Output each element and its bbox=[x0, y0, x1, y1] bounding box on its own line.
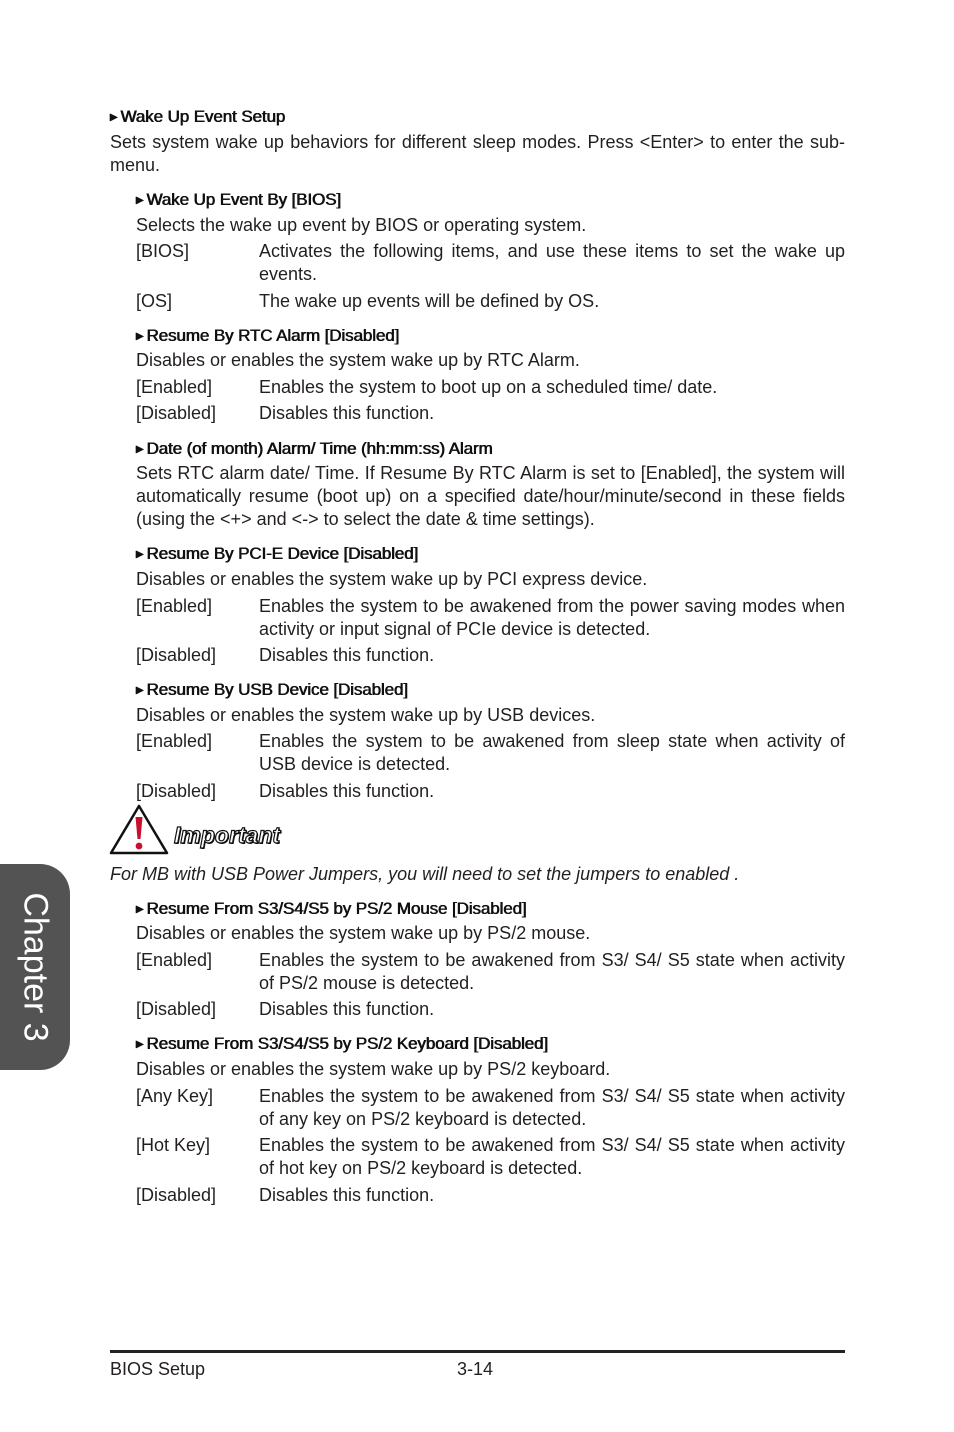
section-desc: Disables or enables the system wake up by PS/2 mouse. bbox=[136, 923, 591, 943]
option-key: [Any Key] bbox=[136, 1086, 214, 1106]
option-desc: Enables the system to be awakened from S3/ S4/ S5 state when activity of PS/2 mouse is detected. bbox=[259, 950, 845, 993]
footer-section-name: BIOS Setup bbox=[110, 1359, 206, 1379]
option-desc: Disables this function. bbox=[259, 999, 435, 1019]
triangle-bullet-icon: ▶ bbox=[136, 444, 144, 455]
section-heading: ▶ Resume From S3/S4/S5 by PS/2 Keyboard [Disabled] bbox=[136, 1034, 549, 1053]
section-heading: ▶ Resume By RTC Alarm [Disabled] bbox=[136, 326, 400, 345]
option-desc: Enables the system to be awakened from the power saving modes when activity or input signal of PCIe device is detected. bbox=[259, 596, 845, 639]
section-heading: ▶ Wake Up Event By [BIOS] bbox=[136, 190, 342, 209]
warning-triangle-icon bbox=[108, 803, 170, 856]
option-key: [Hot Key] bbox=[136, 1135, 211, 1155]
option-key: [Disabled] bbox=[136, 645, 217, 665]
section-desc: Selects the wake up event by BIOS or operating system. bbox=[136, 215, 587, 235]
option-key: [BIOS] bbox=[136, 241, 190, 261]
triangle-bullet-icon: ▶ bbox=[136, 195, 144, 206]
option-desc: Enables the system to be awakened from S3/ S4/ S5 state when activity of hot key on PS/2 keyboard is detected. bbox=[259, 1135, 845, 1178]
triangle-bullet-icon: ▶ bbox=[136, 1039, 144, 1050]
section-desc: Disables or enables the system wake up by RTC Alarm. bbox=[136, 350, 580, 370]
option-desc: Enables the system to be awakened from S3/ S4/ S5 state when activity of any key on PS/2 keyboard is detected. bbox=[259, 1086, 845, 1129]
option-key: [Disabled] bbox=[136, 1185, 217, 1205]
option-desc: Disables this function. bbox=[259, 1185, 435, 1205]
triangle-bullet-icon: ▶ bbox=[136, 331, 144, 342]
section-heading: ▶ Resume By USB Device [Disabled] bbox=[136, 680, 409, 699]
chapter-tab bbox=[0, 864, 70, 1070]
footer-rule bbox=[110, 1350, 845, 1353]
option-key: [Disabled] bbox=[136, 999, 217, 1019]
option-key: [Enabled] bbox=[136, 596, 213, 616]
section-heading: ▶ Date (of month) Alarm/ Time (hh:mm:ss) Alarm bbox=[136, 439, 493, 458]
option-desc: Activates the following items, and use these items to set the wake up events. bbox=[259, 241, 845, 284]
section-desc: Disables or enables the system wake up by PS/2 keyboard. bbox=[136, 1059, 611, 1079]
option-key: [Enabled] bbox=[136, 731, 213, 751]
wake-up-event-setup-heading: ▶ Wake Up Event Setup bbox=[110, 107, 286, 126]
option-key: [Enabled] bbox=[136, 950, 213, 970]
triangle-bullet-icon: ▶ bbox=[136, 549, 144, 560]
option-desc: Disables this function. bbox=[259, 403, 435, 423]
section-desc: Disables or enables the system wake up by PCI express device. bbox=[136, 569, 648, 589]
triangle-bullet-icon: ▶ bbox=[136, 904, 144, 915]
important-title: Important bbox=[174, 822, 281, 848]
option-desc: Enables the system to boot up on a scheduled time/ date. bbox=[259, 377, 718, 397]
option-desc: Disables this function. bbox=[259, 645, 435, 665]
option-key: [OS] bbox=[136, 291, 173, 311]
option-key: [Disabled] bbox=[136, 403, 217, 423]
important-note: For MB with USB Power Jumpers, you will need to set the jumpers to enabled . bbox=[110, 864, 740, 884]
intro-text: Sets system wake up behaviors for different sleep modes. Press <Enter> to enter the sub-menu. bbox=[110, 132, 845, 175]
option-desc: The wake up events will be defined by OS. bbox=[259, 291, 600, 311]
triangle-bullet-icon: ▶ bbox=[136, 685, 144, 696]
option-key: [Enabled] bbox=[136, 377, 213, 397]
section-heading: ▶ Resume From S3/S4/S5 by PS/2 Mouse [Disabled] bbox=[136, 899, 527, 918]
page-number: 3-14 bbox=[457, 1359, 494, 1379]
chapter-tab-label: Chapter 3 bbox=[16, 892, 55, 1042]
section-heading: ▶ Resume By PCI-E Device [Disabled] bbox=[136, 544, 419, 563]
section-desc: Sets RTC alarm date/ Time. If Resume By RTC Alarm is set to [Enabled], the system will automatically resume (boot up) on a specified date/hour/minute/second in these fields (using the <+> and <-> to select the date & time settings). bbox=[136, 463, 845, 529]
section-desc: Disables or enables the system wake up by USB devices. bbox=[136, 705, 596, 725]
option-desc: Enables the system to be awakened from sleep state when activity of USB device is detected. bbox=[259, 731, 845, 774]
option-desc: Disables this function. bbox=[259, 781, 435, 801]
option-key: [Disabled] bbox=[136, 781, 217, 801]
triangle-bullet-icon: ▶ bbox=[110, 112, 118, 123]
